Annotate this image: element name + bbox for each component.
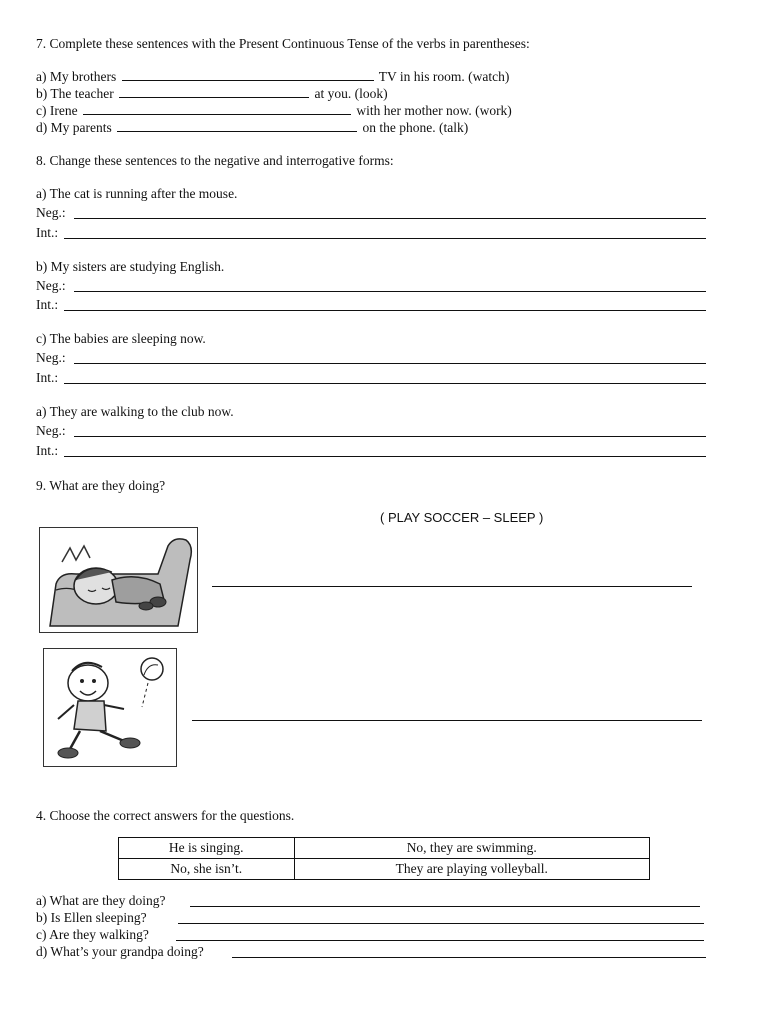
ex8-neg-label-d: Neg.:: [36, 423, 66, 438]
ex8-int-blank-c[interactable]: [64, 383, 706, 384]
choice-cell[interactable]: He is singing.: [119, 838, 295, 859]
ex7-item-d: [36, 119, 468, 136]
exercise-4-heading: 4. Choose the correct answers for the questions.: [36, 808, 295, 823]
ex4-question-d: d) What’s your grandpa doing?: [36, 944, 204, 959]
exercise-8-heading: 8. Change these sentences to the negative and interrogative forms:: [36, 153, 394, 168]
ex9-answer-blank-1[interactable]: [212, 586, 692, 587]
table-row: [119, 859, 650, 880]
ex4-question-a: a) What are they doing?: [36, 893, 166, 908]
ex7-item-b: [36, 85, 388, 102]
ex8-sentence-a: a) The cat is running after the mouse.: [36, 186, 238, 201]
exercise-9-heading: 9. What are they doing?: [36, 478, 166, 493]
ex8-int-blank-a[interactable]: [64, 238, 706, 239]
ex7-item-c-text: c) Irene: [36, 103, 78, 118]
ex8-int-label-b: Int.:: [36, 297, 59, 312]
ex7-item-a-blank[interactable]: [122, 68, 374, 81]
ex7-item-b-hint: at you. (look): [314, 86, 388, 101]
ex8-neg-blank-c[interactable]: [74, 363, 706, 364]
ex8-int-blank-b[interactable]: [64, 310, 706, 311]
ex4-answer-blank-c[interactable]: [176, 940, 704, 941]
ex7-item-a-text: a) My brothers: [36, 69, 117, 84]
ex7-item-b-blank[interactable]: [119, 85, 309, 98]
ex4-answer-blank-a[interactable]: [190, 906, 700, 907]
ex9-verb-hint: ( PLAY SOCCER – SLEEP ): [380, 510, 544, 525]
ex7-item-d-blank[interactable]: [117, 119, 357, 132]
ex7-item-c-blank[interactable]: [83, 102, 351, 115]
sleeping-child-illustration: [40, 528, 197, 632]
ex8-neg-blank-b[interactable]: [74, 291, 706, 292]
ex8-neg-blank-d[interactable]: [74, 436, 706, 437]
ex8-neg-label-a: Neg.:: [36, 205, 66, 220]
ex8-sentence-d: a) They are walking to the club now.: [36, 404, 234, 419]
ex4-question-b: b) Is Ellen sleeping?: [36, 910, 147, 925]
ex8-neg-label-b: Neg.:: [36, 278, 66, 293]
ex4-answer-blank-b[interactable]: [178, 923, 704, 924]
ex8-sentence-b: b) My sisters are studying English.: [36, 259, 225, 274]
ex8-int-blank-d[interactable]: [64, 456, 706, 457]
ex7-item-a: [36, 68, 509, 85]
answer-choices-table: [118, 837, 650, 880]
ex4-answer-blank-d[interactable]: [232, 957, 706, 958]
ex8-int-label-d: Int.:: [36, 443, 59, 458]
ex7-item-b-text: b) The teacher: [36, 86, 114, 101]
ex7-item-c-hint: with her mother now. (work): [356, 103, 512, 118]
ex8-neg-blank-a[interactable]: [74, 218, 706, 219]
ex8-sentence-c: c) The babies are sleeping now.: [36, 331, 206, 346]
ex8-int-label-c: Int.:: [36, 370, 59, 385]
choice-cell[interactable]: No, they are swimming.: [294, 838, 650, 859]
ex9-answer-blank-2[interactable]: [192, 720, 702, 721]
ex7-item-d-hint: on the phone. (talk): [362, 120, 469, 135]
sleeping-child-picture: [39, 527, 198, 633]
choice-cell[interactable]: They are playing volleyball.: [294, 859, 650, 880]
ex8-neg-label-c: Neg.:: [36, 350, 66, 365]
ex7-item-c: [36, 102, 512, 119]
table-row: [119, 838, 650, 859]
exercise-7-heading: 7. Complete these sentences with the Present Continuous Tense of the verbs in parentheses:: [36, 36, 530, 51]
ex4-question-c: c) Are they walking?: [36, 927, 149, 942]
soccer-boy-picture: [43, 648, 177, 767]
ex7-item-a-hint: TV in his room. (watch): [378, 69, 510, 84]
choice-cell[interactable]: No, she isn’t.: [119, 859, 295, 880]
soccer-boy-illustration: [44, 649, 176, 766]
ex7-item-d-text: d) My parents: [36, 120, 112, 135]
ex8-int-label-a: Int.:: [36, 225, 59, 240]
